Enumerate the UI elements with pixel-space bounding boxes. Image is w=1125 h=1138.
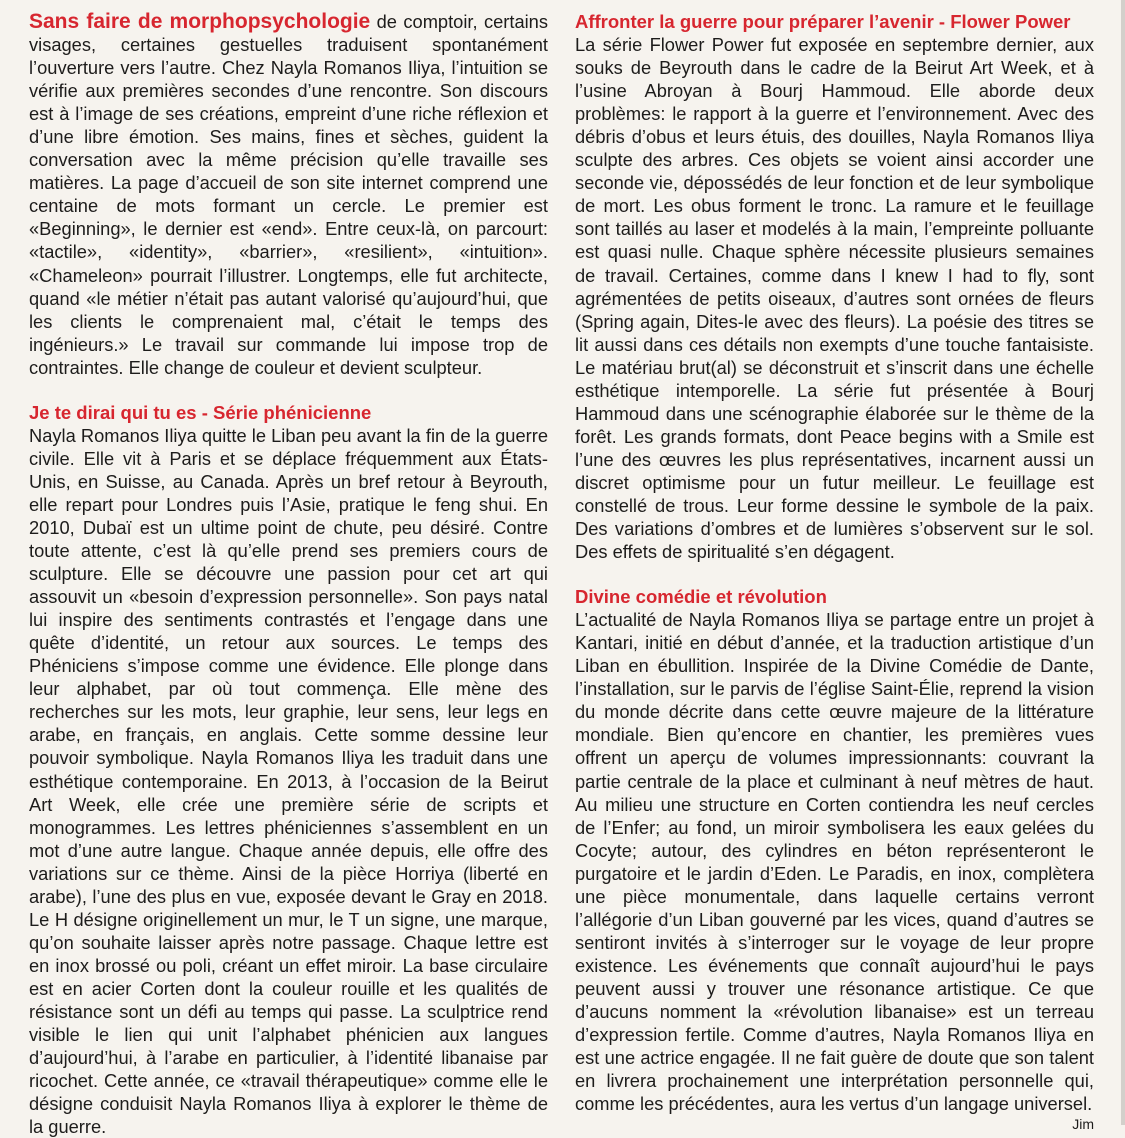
author-signature: Jim (1072, 1116, 1094, 1133)
divine-comedy-text: L’actualité de Nayla Romanos Iliya se partage entre un projet à Kantari, initié en début d’année, et la traduction artistique d’un Liban en ébullition. Inspirée de la Divine Comédie de Dante, l’installation, sur le parvis de l’église Saint-Élie, reprend la vision du monde décrite dans cette œuvre majeure de la littérature mondiale. Bien qu’encore en chantier, les premières vues offrent un aperçu de volumes impressionnants: couvrant la partie centrale de la place et culminant à neuf mètres de haut. Au milieu une structure en Corten contiendra les neuf cercles de l’Enfer; au fond, un miroir symbolisera les eaux gelées du Cocyte; autour, des cylindres en béton représenteront le purgatoire et le jardin d’Eden. Le Paradis, en inox, complètera une pièce monumentale, dans laquelle certains verront l’allégorie d’un Liban gouverné par les vices, quand d’autres se sentiront invités à s’interroger sur le voyage de leur propre existence. Les événements que connaît aujourd’hui le pays peuvent aussi y trouver une résonance artistique. Ce que d’aucuns nomment la «révolution libanaise» est un terreau d’expression fertile. Comme d’autres, Nayla Romanos Iliya en est une actrice engagée. Il ne fait guère de doute que son talent en livrera prochainement une interprétation personnelle qui, comme les précédentes, aura les vertus d’un langage universel. (575, 609, 1094, 1115)
left-article-column (29, 10, 548, 1138)
phoenician-series-heading: Je te dirai qui tu es - Série phénicienne (29, 401, 372, 423)
lead-heading: Sans faire de morphopsychologie (29, 10, 371, 33)
intro-paragraph (29, 10, 548, 379)
phoenician-series-section (29, 401, 548, 1138)
page-edge-shadow (1121, 0, 1125, 1125)
flower-power-section (575, 10, 1094, 563)
divine-comedy-section (575, 585, 1094, 1133)
intro-section (29, 10, 548, 379)
right-article-column (575, 10, 1094, 1133)
phoenician-series-text: Nayla Romanos Iliya quitte le Liban peu avant la fin de la guerre civile. Elle vit à Paris et se déplace fréquemment aux États-Unis, en Suisse, au Canada. Après un bref retour à Beyrouth, elle repart pour Londres puis l’Asie, pratique le feng shui. En 2010, Dubaï est un ultime point de chute, peu désiré. Contre toute attente, c’est là qu’elle prend ses premiers cours de sculpture. Elle se découvre une passion pour cet art qui assouvit un «besoin d’expression personnelle». Son pays natal lui inspire des sentiments contrastés et l’engage dans une quête d’identité, un retour aux sources. Le temps des Phéniciens s’impose comme une évidence. Elle plonge dans leur alphabet, par où tout commença. Elle mène des recherches sur les mots, leur graphie, leur sens, leur legs en arabe, en français, en anglais. Cette somme dessine leur pouvoir symbolique. Nayla Romanos Iliya les traduit dans une esthétique contemporaine. En 2013, à l’occasion de la Beirut Art Week, elle crée une première série de scripts et monogrammes. Les lettres phéniciennes s’assemblent en un mot d’une autre langue. Chaque année depuis, elle offre des variations sur ce thème. Ainsi de la pièce Horriya (liberté en arabe), l’une des plus en vue, exposée devant le Gray en 2018. Le H désigne originellement un mur, le T un signe, une marque, qu’on souhaite laisser après notre passage. Chaque lettre est en inox brossé ou poli, créant un effet miroir. La base circulaire est en acier Corten dont la couleur rouille et les qualités de résistance sont un défi au temps qui passe. La sculptrice rend visible le lien qui unit l’alphabet phénicien aux langues d’aujourd’hui, à l’arabe en particulier, à l’identité libanaise par ricochet. Cette année, ce «travail thérapeutique» comme elle le désigne conduisit Nayla Romanos Iliya à explorer le thème de la guerre. (29, 424, 548, 1138)
flower-power-heading: Affronter la guerre pour préparer l’avenir - Flower Power (575, 11, 1071, 32)
flower-power-text: La série Flower Power fut exposée en septembre dernier, aux souks de Beyrouth dans le cadre de la Beirut Art Week, et à l’usine Abroyan à Bourj Hammoud. Elle aborde deux problèmes: le rapport à la guerre et l’environnement. Avec des débris d’obus et leurs étuis, des douilles, Nayla Romanos Iliya sculpte des arbres. Ces objets se voient ainsi accorder une seconde vie, dépossédés de leur fonction et de leur symbolique de mort. Les obus forment le tronc. La ramure et le feuillage sont taillés au laser et modelés à la main, l’empreinte polluante est quasi nulle. Chaque sphère nécessite plusieurs semaines de travail. Certaines, comme dans I knew I had to fly, sont agrémentées de petits oiseaux, d’autres sont ornées de fleurs (Spring again, Dites-le avec des fleurs). La poésie des titres se lit aussi dans ces détails non exempts d’une touche fantaisiste. Le matériau brut(al) se déconstruit et s’inscrit dans une échelle esthétique intemporelle. La série fut présentée à Bourj Hammoud dans une scénographie élaborée sur le thème de la forêt. Les grands formats, dont Peace begins with a Smile est l’une des œuvres les plus représentatives, incarnent aussi un discret optimisme pour un futur meilleur. Le feuillage est constellé de trous. Leur forme dessine le symbole de la paix. Des variations d’ombres et de lumières s’observent sur le sol. Des effets de spiritualité s’en dégagent. (575, 34, 1094, 563)
divine-comedy-heading: Divine comédie et révolution (575, 586, 827, 608)
intro-text: de comptoir, certains visages, certaines gestuelles traduisent spontanément l’ouverture vers l’autre. Chez Nayla Romanos Iliya, l’intuition se vérifie aux premières secondes d’une rencontre. Son discours est à l’image de ses créations, empreint d’une riche réflexion et d’une libre émotion. Ses mains, fines et sèches, guident la conversation avec la même précision qu’elle travaille ses matières. La page d’accueil de son site internet comprend une centaine de mots formant un cercle. Le premier est «Beginning», le dernier est «end». Entre ceux-là, on parcourt: «tactile», «identity», «barrier», «resilient», «intuition». «Chameleon» pourrait l’illustrer. Longtemps, elle fut architecte, quand «le métier n’était pas autant valorisé qu’aujourd’hui, que les clients le comprenaient mal, c’était le temps des ingénieurs.» Le travail sur commande lui impose trop de contraintes. Elle change de couleur et devient sculpteur. (29, 11, 548, 378)
